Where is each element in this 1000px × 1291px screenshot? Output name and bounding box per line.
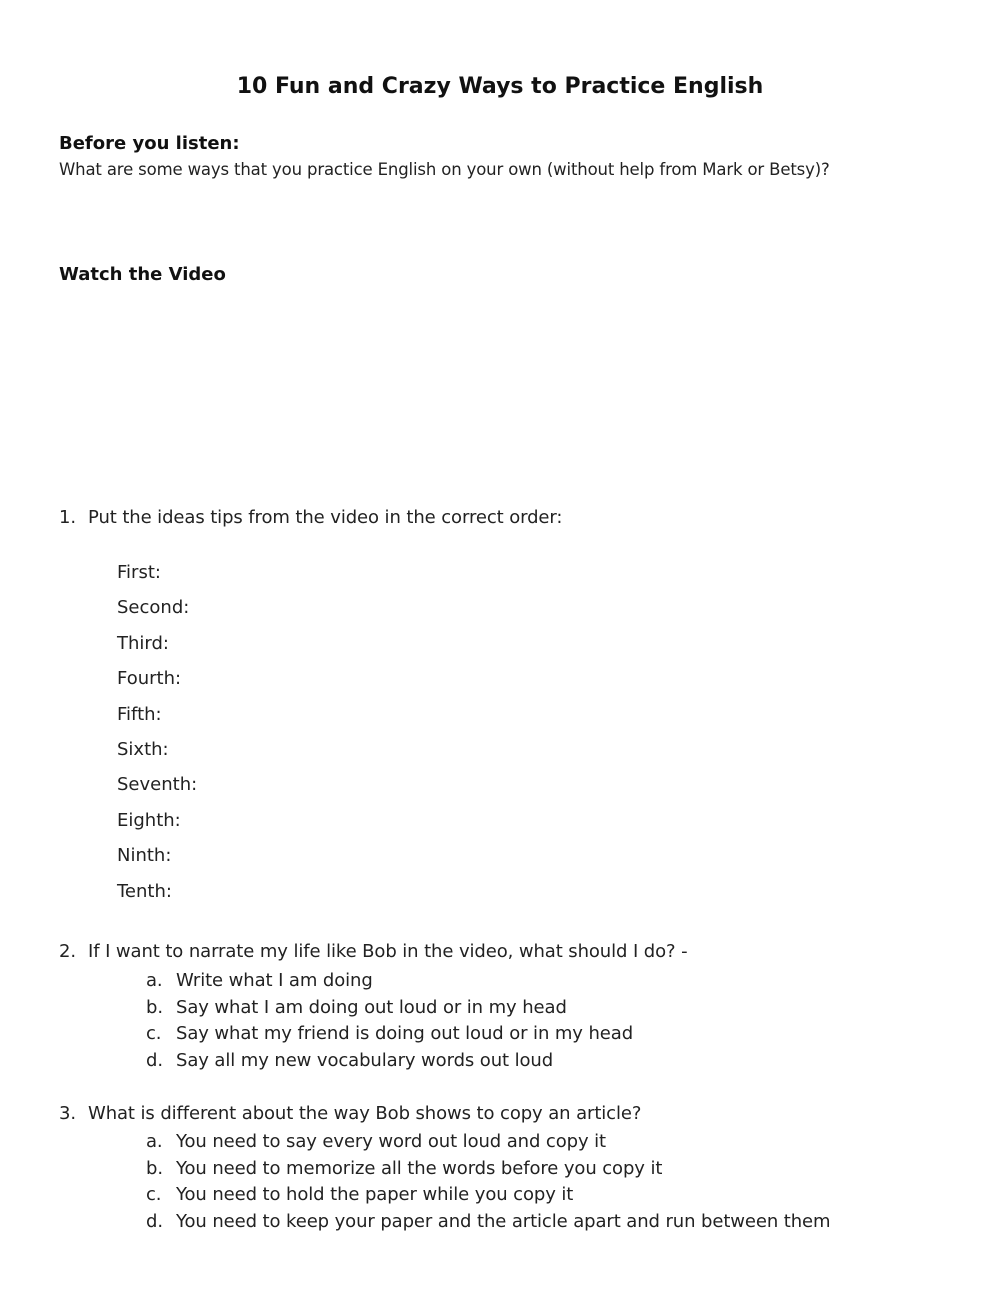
question-2-option-d[interactable] bbox=[146, 1049, 633, 1076]
before-you-listen-question: What are some ways that you practice English on your own (without help from Mark or Betsy)? bbox=[59, 160, 830, 179]
question-3-option-d[interactable] bbox=[146, 1210, 830, 1237]
option-letter: b. bbox=[146, 996, 163, 1018]
question-2-option-c[interactable] bbox=[146, 1022, 633, 1049]
watch-the-video-heading: Watch the Video bbox=[59, 264, 226, 285]
option-letter: a. bbox=[146, 1131, 163, 1152]
question-1 bbox=[59, 507, 562, 528]
option-text: Say what I am doing out loud or in my head bbox=[176, 996, 567, 1018]
question-3-text: What is different about the way Bob shows to copy an article? bbox=[88, 1103, 642, 1124]
option-text: You need to keep your paper and the article apart and run between them bbox=[176, 1211, 831, 1233]
option-letter: c. bbox=[146, 1184, 162, 1206]
order-label-tenth: Tenth: bbox=[117, 880, 172, 902]
question-1-text: Put the ideas tips from the video in the correct order: bbox=[88, 507, 563, 528]
option-letter: d. bbox=[146, 1050, 163, 1072]
option-letter: b. bbox=[146, 1157, 163, 1179]
order-list bbox=[117, 561, 197, 915]
option-text: Say what my friend is doing out loud or in my head bbox=[176, 1023, 634, 1045]
order-label-fourth: Fourth: bbox=[117, 668, 182, 690]
question-3-number: 3. bbox=[59, 1103, 76, 1124]
order-label-third: Third: bbox=[117, 632, 169, 654]
option-text: You need to memorize all the words before you copy it bbox=[176, 1157, 663, 1179]
question-3 bbox=[59, 1103, 641, 1124]
before-you-listen-heading: Before you listen: bbox=[59, 133, 240, 154]
question-1-number: 1. bbox=[59, 507, 76, 528]
option-text: You need to say every word out loud and copy it bbox=[176, 1131, 606, 1152]
option-letter: c. bbox=[146, 1023, 162, 1045]
order-label-ninth: Ninth: bbox=[117, 845, 172, 867]
order-label-eighth: Eighth: bbox=[117, 809, 181, 831]
option-letter: a. bbox=[146, 970, 163, 991]
question-2-option-a[interactable] bbox=[146, 969, 633, 996]
order-label-first: First: bbox=[117, 562, 161, 583]
question-2-number: 2. bbox=[59, 941, 76, 962]
question-2-options bbox=[146, 969, 633, 1076]
question-3-options bbox=[146, 1130, 830, 1237]
question-2 bbox=[59, 941, 688, 962]
option-text: Say all my new vocabulary words out loud bbox=[176, 1050, 554, 1072]
question-2-text: If I want to narrate my life like Bob in the video, what should I do? - bbox=[88, 941, 688, 962]
option-text: You need to hold the paper while you copy it bbox=[176, 1184, 574, 1206]
option-text: Write what I am doing bbox=[176, 970, 373, 991]
question-3-option-b[interactable] bbox=[146, 1157, 830, 1184]
question-2-option-b[interactable] bbox=[146, 996, 633, 1023]
option-letter: d. bbox=[146, 1211, 163, 1233]
order-label-fifth: Fifth: bbox=[117, 703, 162, 725]
order-label-sixth: Sixth: bbox=[117, 738, 169, 760]
question-3-option-c[interactable] bbox=[146, 1183, 830, 1210]
question-3-option-a[interactable] bbox=[146, 1130, 830, 1157]
page-title: 10 Fun and Crazy Ways to Practice English bbox=[236, 74, 764, 99]
order-label-second: Second: bbox=[117, 597, 190, 619]
order-label-seventh: Seventh: bbox=[117, 774, 198, 796]
